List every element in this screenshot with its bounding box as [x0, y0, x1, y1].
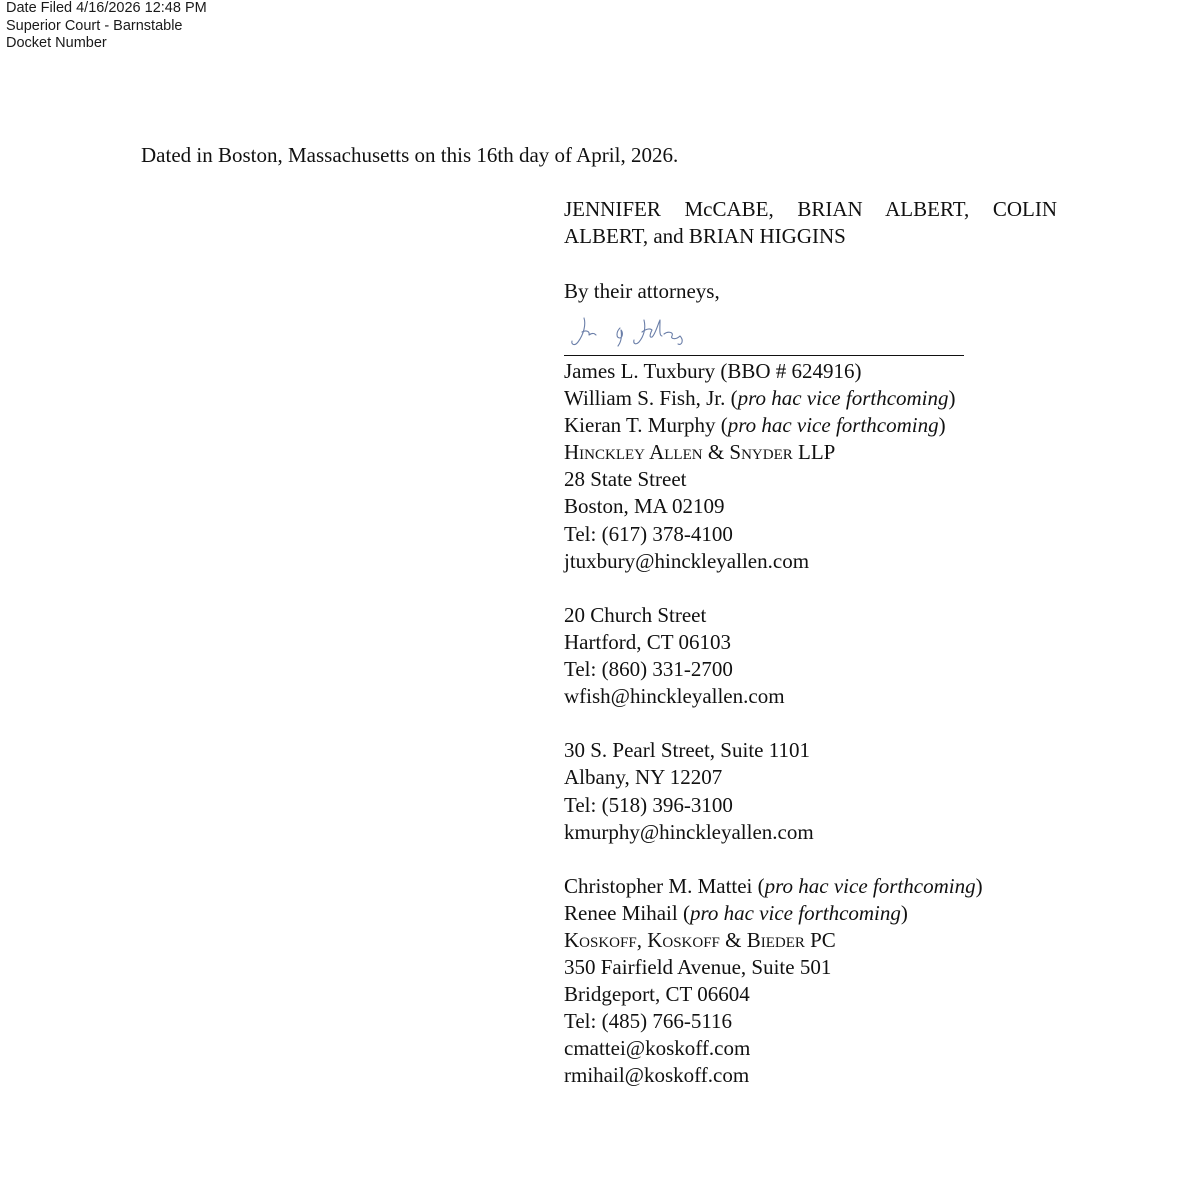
attorney-mattei-note: pro hac vice forthcoming [764, 873, 976, 898]
parties-names: JENNIFER McCABE, BRIAN ALBERT, COLIN ALBERT, and BRIAN HIGGINS [564, 197, 1057, 248]
firm-hinckley-allen: Hinckley Allen & Snyder LLP [564, 440, 836, 465]
hartford-tel: Tel: (860) 331-2700 [564, 657, 733, 682]
bridgeport-city: Bridgeport, CT 06604 [564, 982, 750, 1007]
attorney-fish-name: William S. Fish, Jr. ( [564, 386, 738, 411]
boston-street: 28 State Street [564, 467, 687, 492]
attorney-mattei [564, 873, 1057, 900]
firm-koskoff: Koskoff, Koskoff & Bieder PC [564, 927, 836, 952]
court-name: Superior Court - Barnstable [6, 17, 183, 34]
hartford-street: 20 Church Street [564, 602, 707, 627]
attorney-contact-list [564, 358, 1057, 1090]
handwritten-signature [566, 310, 706, 350]
mattei-email: cmattei@koskoff.com [564, 1036, 751, 1061]
attorney-murphy [564, 412, 1057, 439]
attorney-murphy-name: Kieran T. Murphy ( [564, 413, 728, 438]
spacer [564, 846, 1057, 873]
date-filed: Date Filed 4/16/2026 12:48 PM [6, 0, 207, 16]
spacer [564, 575, 1057, 602]
signature-line [564, 355, 964, 356]
hartford-email: wfish@hinckleyallen.com [564, 684, 785, 709]
boston-email: jtuxbury@hinckleyallen.com [564, 548, 810, 573]
bridgeport-street: 350 Fairfield Avenue, Suite 501 [564, 955, 832, 980]
paren: ) [900, 900, 908, 925]
dated-line: Dated in Boston, Massachusetts on this 16th day of April, 2026. [141, 143, 679, 167]
paren: ) [938, 413, 946, 438]
paren: ) [948, 386, 956, 411]
filing-stamp [6, 0, 207, 53]
by-their-attorneys: By their attorneys, [564, 279, 720, 303]
attorney-mihail-name: Renee Mihail ( [564, 900, 690, 925]
signature-block [564, 310, 964, 356]
bridgeport-tel: Tel: (485) 766-5116 [564, 1009, 733, 1034]
spacer [564, 710, 1057, 737]
attorney-tuxbury: James L. Tuxbury (BBO # 624916) [564, 359, 862, 383]
mihail-email: rmihail@koskoff.com [564, 1063, 750, 1088]
attorney-mihail-note: pro hac vice forthcoming [689, 900, 901, 925]
albany-tel: Tel: (518) 396-3100 [564, 792, 733, 817]
attorney-fish [564, 385, 1057, 412]
attorney-mihail [564, 900, 1057, 927]
boston-city: Boston, MA 02109 [564, 494, 725, 519]
docket-number-label: Docket Number [6, 35, 107, 51]
attorney-mattei-name: Christopher M. Mattei ( [564, 873, 765, 898]
albany-email: kmurphy@hinckleyallen.com [564, 819, 814, 844]
albany-city: Albany, NY 12207 [564, 765, 723, 790]
albany-street: 30 S. Pearl Street, Suite 1101 [564, 738, 810, 763]
boston-tel: Tel: (617) 378-4100 [564, 521, 733, 546]
paren: ) [975, 873, 983, 898]
attorney-murphy-note: pro hac vice forthcoming [727, 413, 939, 438]
hartford-city: Hartford, CT 06103 [564, 629, 732, 654]
attorney-fish-note: pro hac vice forthcoming [737, 386, 949, 411]
